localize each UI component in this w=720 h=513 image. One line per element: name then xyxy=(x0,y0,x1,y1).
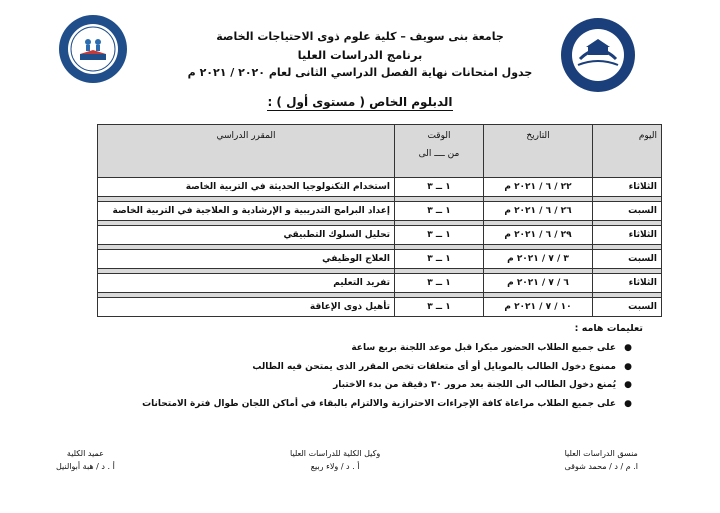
header-time-label: الوقت xyxy=(427,131,451,141)
cell-date: ٦ / ٧ / ٢٠٢١ م xyxy=(484,274,593,293)
instructions-list xyxy=(142,341,632,415)
signature-role: وكيل الكلية للدراسات العليا xyxy=(290,449,381,458)
cell-time: ١ ــ ٣ xyxy=(395,226,484,245)
cell-course: تأهيل ذوى الإعاقة xyxy=(98,298,395,317)
table-row xyxy=(98,274,662,293)
signature-name: ا. م / د / محمد شوقى xyxy=(564,462,638,471)
instruction-item xyxy=(142,378,632,397)
cell-day: الثلاثاء xyxy=(593,226,662,245)
table-row xyxy=(98,250,662,269)
signature-dean xyxy=(56,449,115,475)
header-day: اليوم xyxy=(593,125,662,178)
instruction-text: ممنوع دخول الطالب بالموبايل أو أى متعلقات تخص المقرر الذى يمتحن فيه الطالب xyxy=(252,361,616,372)
instruction-item xyxy=(142,397,632,416)
bullet-icon: ● xyxy=(624,361,632,372)
cell-date: ٢٦ / ٦ / ٢٠٢١ م xyxy=(484,202,593,221)
table-row xyxy=(98,298,662,317)
header-date: التاريخ xyxy=(484,125,593,178)
cell-day: السبت xyxy=(593,250,662,269)
cell-date: ٢٩ / ٦ / ٢٠٢١ م xyxy=(484,226,593,245)
header-course: المقرر الدراسي xyxy=(98,125,395,178)
signature-vice-dean xyxy=(290,449,380,475)
cell-course: استخدام التكنولوجيا الحديثة في التربية الخاصة xyxy=(98,178,395,197)
cell-day: الثلاثاء xyxy=(593,178,662,197)
cell-date: ١٠ / ٧ / ٢٠٢١ م xyxy=(484,298,593,317)
instruction-text: على جميع الطلاب مراعاة كافة الإجراءات الاحترازية والالتزام بالبقاء في أماكن اللجان طوال فترة الامتحانات xyxy=(142,398,616,409)
signature-role: منسق الدراسات العليا xyxy=(564,449,638,458)
instruction-item xyxy=(142,341,632,360)
signature-name: أ . د / هبة أبوالنيل xyxy=(56,462,115,471)
cell-day: الثلاثاء xyxy=(593,274,662,293)
cell-day: السبت xyxy=(593,298,662,317)
header-time-sub: من ــــ الى xyxy=(418,149,460,159)
header-schedule-title: جدول امتحانات نهاية الفصل الدراسي الثانى لعام ٢٠٢٠ / ٢٠٢١ م xyxy=(187,66,533,79)
cell-time: ١ ــ ٣ xyxy=(395,250,484,269)
cell-date: ٢٢ / ٦ / ٢٠٢١ م xyxy=(484,178,593,197)
signature-role: عميد الكلية xyxy=(66,449,104,458)
bullet-icon: ● xyxy=(624,398,632,409)
cell-day: السبت xyxy=(593,202,662,221)
cell-time: ١ ــ ٣ xyxy=(395,274,484,293)
header-university: جامعة بنى سويف – كلية علوم ذوى الاحتياجات الخاصة xyxy=(216,30,504,43)
signature-coordinator xyxy=(564,449,638,475)
bullet-icon: ● xyxy=(624,343,632,353)
signature-name: أ . د / ولاء ربيع xyxy=(310,462,360,471)
cell-course: تفريد التعليم xyxy=(98,274,395,293)
cell-date: ٣ / ٧ / ٢٠٢١ م xyxy=(484,250,593,269)
cell-course: العلاج الوظيفي xyxy=(98,250,395,269)
table-row xyxy=(98,226,662,245)
header-time xyxy=(395,125,484,178)
instruction-item xyxy=(142,360,632,379)
section-title-text: الدبلوم الخاص ( مستوى أول ) : xyxy=(267,95,453,109)
cell-course: إعداد البرامج التدريبية و الإرشادية و العلاجية في التربية الخاصة xyxy=(98,202,395,221)
cell-time: ١ ــ ٣ xyxy=(395,202,484,221)
cell-time: ١ ــ ٣ xyxy=(395,178,484,197)
exam-schedule-table xyxy=(97,124,662,317)
cell-time: ١ ــ ٣ xyxy=(395,298,484,317)
instructions-title: تعليمات هامه : xyxy=(574,323,643,334)
cell-course: تحليل السلوك التطبيقي xyxy=(98,226,395,245)
instruction-text: يُمنع دخول الطالب الى اللجنة بعد مرور ٣٠ دقيقة من بدء الاختبار xyxy=(333,380,616,390)
bullet-icon: ● xyxy=(624,380,632,390)
table-row xyxy=(98,202,662,221)
section-title xyxy=(0,95,720,109)
instruction-text: على جميع الطلاب الحضور مبكرا قبل موعد اللجنة بربع ساعة xyxy=(351,343,616,353)
table-row xyxy=(98,178,662,197)
header-program: برنامج الدراسات العليا xyxy=(297,48,423,62)
table-header-row xyxy=(98,125,662,178)
